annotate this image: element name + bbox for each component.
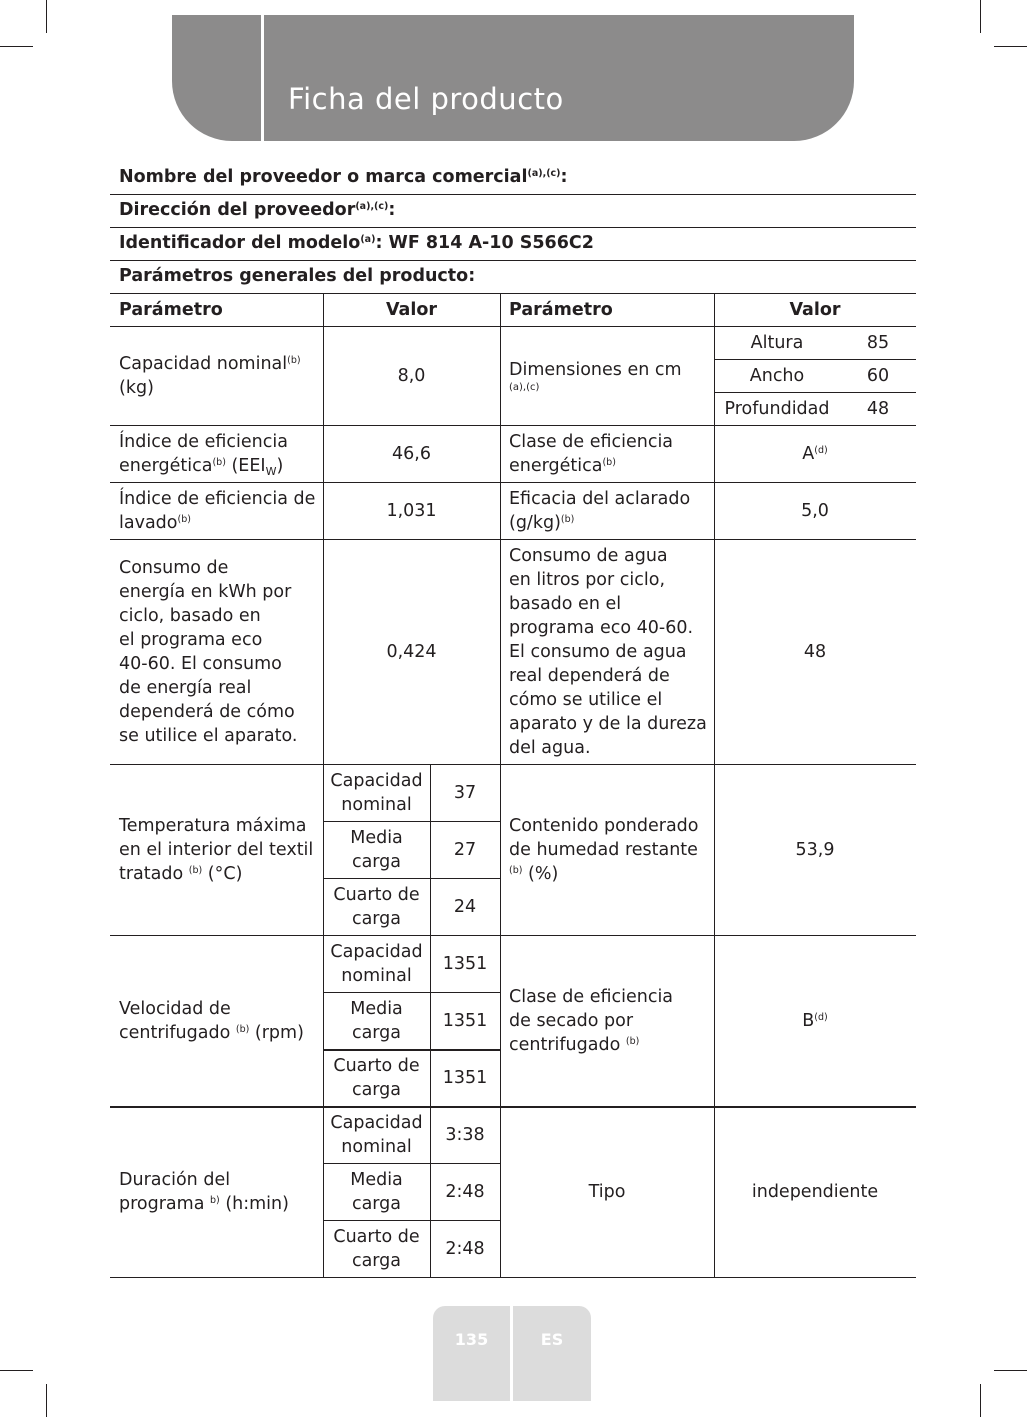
water-consumption-line: basado en el bbox=[509, 593, 622, 614]
header-banner bbox=[172, 15, 854, 141]
load-label bbox=[323, 1220, 430, 1277]
energy-class-value bbox=[714, 425, 916, 482]
energy-class-text-2: energética bbox=[509, 455, 603, 476]
load-label bbox=[323, 1049, 430, 1106]
water-consumption-line: El consumo de agua bbox=[509, 641, 687, 662]
load-label-line: Capacidad bbox=[330, 941, 423, 962]
duration-text-2: programa bbox=[119, 1194, 210, 1214]
moisture-text-2: de humedad restante bbox=[509, 839, 698, 860]
load-label-line: carga bbox=[351, 851, 402, 872]
rinsing-text-1: Eficacia del aclarado bbox=[509, 488, 691, 509]
energy-consumption-line: dependerá de cómo bbox=[119, 701, 295, 722]
load-label-line: Cuarto de bbox=[333, 1226, 420, 1247]
water-consumption-line: en litros por ciclo, bbox=[509, 569, 666, 590]
general-params-row bbox=[110, 260, 916, 293]
address-label: Dirección del proveedor bbox=[119, 200, 356, 220]
crop-mark bbox=[0, 1370, 33, 1371]
temperature-value: 27 bbox=[453, 839, 477, 860]
spin-speed-label bbox=[110, 935, 323, 1106]
duration-footnote: b) bbox=[210, 1195, 220, 1206]
energy-consumption-line: Consumo de bbox=[119, 557, 229, 578]
eei-footnote: (b) bbox=[212, 456, 226, 468]
duration-label bbox=[110, 1107, 323, 1277]
washing-index-text-2: lavado bbox=[119, 512, 178, 533]
crop-mark bbox=[980, 0, 981, 33]
temperature-value: 37 bbox=[453, 782, 477, 803]
dimension-name: Profundidad bbox=[724, 398, 830, 419]
duration-unit: (h:min) bbox=[219, 1194, 289, 1214]
crop-mark bbox=[46, 1384, 47, 1417]
spin-speed-text-1: Velocidad de bbox=[119, 998, 231, 1019]
duration-value: 2:48 bbox=[445, 1181, 485, 1202]
load-label bbox=[323, 935, 430, 992]
water-consumption-line: Consumo de agua bbox=[509, 545, 668, 566]
load-label-line: nominal bbox=[341, 965, 412, 986]
temperature-label bbox=[110, 764, 323, 935]
spin-speed-value: 1351 bbox=[442, 1067, 488, 1088]
temperature-text-3: tratado bbox=[119, 863, 189, 884]
moisture-footnote: (b) bbox=[509, 864, 523, 876]
capacity-value: 8,0 bbox=[397, 365, 426, 386]
page-number-box bbox=[433, 1306, 510, 1401]
supplier-name-row bbox=[110, 161, 916, 194]
spin-speed-value: 1351 bbox=[442, 1010, 488, 1031]
supplier-footnote: (a),(c) bbox=[527, 168, 561, 179]
eei-text-1: Índice de eficiencia bbox=[119, 431, 288, 452]
dimension-value: 48 bbox=[866, 398, 890, 419]
spin-class-text-2: de secado por bbox=[509, 1010, 634, 1031]
spin-speed-footnote: (b) bbox=[235, 1023, 250, 1035]
capacity-label bbox=[110, 326, 323, 425]
load-label-line: Media bbox=[350, 998, 403, 1019]
eei-close: ) bbox=[276, 455, 284, 476]
temperature-text-1: Temperatura máxima bbox=[119, 815, 307, 836]
model-row bbox=[110, 227, 916, 260]
load-label bbox=[323, 764, 430, 821]
spin-class-footnote: (b) bbox=[625, 1035, 640, 1047]
eei-label bbox=[110, 425, 323, 482]
duration-value: 3:38 bbox=[445, 1125, 485, 1145]
header-divider bbox=[261, 15, 264, 141]
model-footnote: (a) bbox=[360, 234, 376, 245]
dimensions-label bbox=[500, 326, 714, 425]
crop-mark bbox=[994, 1370, 1027, 1371]
spin-speed-value: 1351 bbox=[442, 953, 488, 974]
crop-mark bbox=[46, 0, 47, 33]
energy-class-value-footnote: (d) bbox=[814, 444, 828, 456]
spin-class-label bbox=[500, 935, 714, 1106]
header-param-2: Parámetro bbox=[509, 299, 613, 320]
crop-mark bbox=[994, 46, 1027, 47]
temperature-value: 24 bbox=[453, 896, 477, 917]
load-label-line: Media bbox=[350, 827, 403, 848]
load-label-line: carga bbox=[351, 1250, 402, 1271]
dimension-value: 60 bbox=[866, 365, 890, 386]
temperature-unit: (°C) bbox=[202, 863, 243, 884]
moisture-unit: (%) bbox=[522, 863, 559, 884]
moisture-text-1: Contenido ponderado bbox=[509, 815, 699, 836]
duration-value: 2:48 bbox=[445, 1238, 485, 1259]
energy-consumption-line: el programa eco bbox=[119, 629, 263, 650]
load-label-line: Cuarto de bbox=[333, 1055, 420, 1076]
general-label: Parámetros generales del producto: bbox=[119, 266, 476, 286]
spin-class-text-1: Clase de eficiencia bbox=[509, 986, 674, 1007]
load-label bbox=[323, 1163, 430, 1220]
language-code: ES bbox=[540, 1330, 564, 1349]
load-label-line: carga bbox=[351, 1079, 402, 1100]
eei-value: 46,6 bbox=[392, 443, 431, 464]
water-consumption-line: cómo se utilice el bbox=[509, 689, 663, 710]
energy-consumption-line: de energía real bbox=[119, 677, 252, 698]
address-suffix: : bbox=[388, 200, 396, 220]
load-label-line: Media bbox=[350, 1169, 403, 1190]
load-label bbox=[323, 878, 430, 935]
moisture-value: 53,9 bbox=[795, 839, 835, 860]
header-value-1: Valor bbox=[385, 299, 438, 320]
load-label-line: carga bbox=[351, 908, 402, 929]
rinsing-value: 5,0 bbox=[801, 500, 829, 521]
washing-index-label bbox=[110, 482, 323, 539]
washing-index-value: 1,031 bbox=[386, 500, 437, 521]
address-footnote: (a),(c) bbox=[355, 201, 389, 212]
load-label-line: Cuarto de bbox=[333, 884, 420, 905]
supplier-address-row bbox=[110, 194, 916, 227]
eei-abbr: (EEI bbox=[225, 455, 266, 476]
header-param-1: Parámetro bbox=[119, 299, 223, 320]
load-label bbox=[323, 821, 430, 878]
energy-consumption-line: 40-60. El consumo bbox=[119, 653, 282, 674]
page-title: Ficha del producto bbox=[288, 82, 564, 116]
washing-index-footnote: (b) bbox=[177, 513, 191, 525]
rinsing-text-2: (g/kg) bbox=[509, 512, 561, 533]
water-consumption-line: aparato y de la dureza bbox=[509, 713, 707, 734]
energy-class-text-1: Clase de eficiencia bbox=[509, 431, 674, 452]
load-label bbox=[323, 1107, 430, 1163]
water-consumption-value: 48 bbox=[803, 641, 827, 662]
supplier-label: Nombre del proveedor o marca comercial bbox=[119, 167, 528, 187]
water-consumption-label bbox=[500, 539, 714, 764]
dimensions-footnote: (a),(c) bbox=[509, 381, 540, 393]
water-consumption-line: del agua. bbox=[509, 737, 591, 758]
energy-consumption-line: energía en kWh por bbox=[119, 581, 292, 602]
dimensions-text: Dimensiones en cm bbox=[509, 359, 682, 380]
type-value: independiente bbox=[751, 1182, 879, 1202]
type-label: Tipo bbox=[588, 1182, 626, 1202]
supplier-suffix: : bbox=[560, 167, 568, 187]
dimension-name: Ancho bbox=[749, 365, 805, 386]
spin-class-value bbox=[714, 935, 916, 1106]
capacity-unit: (kg) bbox=[119, 377, 154, 398]
load-label bbox=[323, 992, 430, 1049]
load-label-line: carga bbox=[351, 1193, 402, 1214]
eei-text-2: energética bbox=[119, 455, 213, 476]
spin-speed-text-2: centrifugado bbox=[119, 1022, 236, 1043]
page-number: 135 bbox=[454, 1330, 489, 1349]
spin-speed-unit: (rpm) bbox=[249, 1022, 304, 1043]
capacity-footnote: (b) bbox=[287, 354, 301, 366]
capacity-text: Capacidad nominal bbox=[119, 353, 288, 374]
duration-text-1: Duración del bbox=[119, 1170, 231, 1190]
rinsing-footnote: (b) bbox=[560, 513, 575, 525]
moisture-label bbox=[500, 764, 714, 935]
water-consumption-line: programa eco 40-60. bbox=[509, 617, 694, 638]
energy-class-label bbox=[500, 425, 714, 482]
eei-subscript: W bbox=[265, 464, 277, 478]
temperature-text-2: en el interior del textil bbox=[119, 839, 314, 860]
model-value: : WF 814 A-10 S566C2 bbox=[375, 233, 594, 253]
spin-class-text-3: centrifugado bbox=[509, 1034, 626, 1055]
energy-class-letter: A bbox=[802, 443, 815, 464]
load-label-line: Capacidad bbox=[330, 1113, 423, 1133]
spin-class-letter: B bbox=[802, 1010, 815, 1031]
water-consumption-line: real dependerá de bbox=[509, 665, 670, 686]
header-value-2: Valor bbox=[789, 299, 841, 320]
dimension-name: Altura bbox=[750, 332, 804, 353]
load-label-line: carga bbox=[351, 1022, 402, 1043]
energy-consumption-line: ciclo, basado en bbox=[119, 605, 261, 626]
crop-mark bbox=[0, 46, 33, 47]
energy-consumption-label bbox=[110, 539, 323, 764]
energy-consumption-line: se utilice el aparato. bbox=[119, 725, 298, 746]
load-label-line: nominal bbox=[341, 1137, 412, 1157]
dimension-value: 85 bbox=[866, 332, 890, 353]
model-label: Identificador del modelo bbox=[119, 233, 361, 253]
rinsing-label bbox=[500, 482, 714, 539]
temperature-footnote: (b) bbox=[188, 864, 203, 876]
divider bbox=[110, 1277, 916, 1278]
crop-mark bbox=[980, 1384, 981, 1417]
language-box bbox=[513, 1306, 591, 1401]
energy-class-footnote: (b) bbox=[602, 456, 616, 468]
washing-index-text-1: Índice de eficiencia de bbox=[119, 488, 316, 509]
load-label-line: nominal bbox=[341, 794, 412, 815]
energy-consumption-value: 0,424 bbox=[386, 641, 437, 662]
load-label-line: Capacidad bbox=[330, 770, 423, 791]
spin-class-value-footnote: (d) bbox=[814, 1011, 828, 1023]
